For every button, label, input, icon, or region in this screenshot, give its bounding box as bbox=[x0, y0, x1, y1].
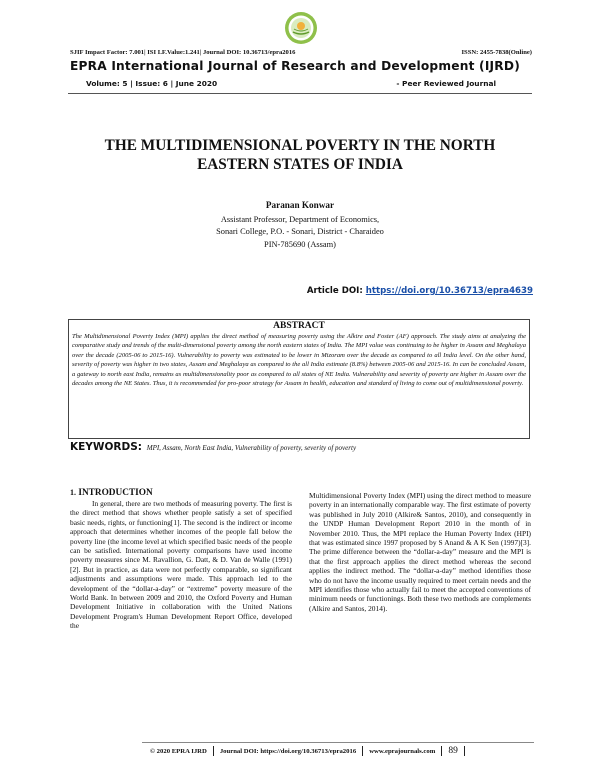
volume-issue: Volume: 5 | Issue: 6 | June 2020 bbox=[86, 79, 218, 88]
header-divider bbox=[68, 93, 532, 94]
journal-name: EPRA International Journal of Research and Development (IJRD) bbox=[70, 59, 520, 73]
doi-label: Article DOI: bbox=[306, 286, 363, 296]
footer-divider bbox=[142, 742, 534, 743]
impact-factor: SJIF Impact Factor: 7.001| ISI I.F.Value:1.241| Journal DOI: 10.36713/epra2016 bbox=[70, 49, 296, 56]
intro-paragraph-right: Multidimensional Poverty Index (MPI) using the direct method to measure poverty in an internationally comparable way. The first estimate of poverty was published in July 2010 (Alkire& Santos, 2010), and consequently in the UNDP Human Development Report 2010 in the month of in November 2010. Thus, the MPI replace the Human Poverty Index (HPI) that was estimated since 1997 proposed by S Anand & A K Sen (1997)[3]. The prime difference between the “dollar-a-day” measure and the MPI is that the first approach applies the direct method whereas the second applies the indirect method. The “dollar-a-day” method identifies those who do not have the income usually required to meet certain needs and the MPI identifies those who actually fail to meet the accepted conventions of minimum needs or functionings. Both these two methods are complements (Alkire and Santos, 2014). bbox=[309, 491, 531, 613]
article-doi bbox=[300, 286, 533, 296]
author-block bbox=[150, 199, 450, 251]
footer-doi: Journal DOI: https://doi.org/10.36713/epra2016 bbox=[219, 747, 357, 755]
issn: ISSN: 2455-7838(Online) bbox=[461, 49, 532, 56]
issue-line bbox=[86, 79, 496, 88]
keywords-line bbox=[70, 441, 532, 453]
section-number: 1. bbox=[70, 488, 76, 497]
paper-title-line2: EASTERN STATES OF INDIA bbox=[197, 156, 403, 173]
footer-separator bbox=[464, 746, 465, 756]
page-number: 89 bbox=[448, 746, 458, 756]
epra-seal-icon bbox=[283, 10, 319, 46]
footer-separator bbox=[441, 746, 442, 756]
review-status: - Peer Reviewed Journal bbox=[396, 79, 496, 88]
footer-separator bbox=[362, 746, 363, 756]
abstract-heading: ABSTRACT bbox=[273, 321, 325, 331]
paper-title bbox=[50, 136, 550, 174]
section-title: INTRODUCTION bbox=[78, 488, 153, 498]
journal-meta-line bbox=[70, 49, 532, 56]
footer-website[interactable]: www.eprajournals.com bbox=[369, 747, 436, 755]
abstract-box bbox=[68, 319, 530, 439]
intro-column-right bbox=[309, 491, 531, 613]
footer-copyright: © 2020 EPRA IJRD bbox=[150, 747, 207, 755]
affiliation-line1: Assistant Professor, Department of Economics, bbox=[220, 214, 380, 224]
footer-separator bbox=[213, 746, 214, 756]
doi-link[interactable]: https://doi.org/10.36713/epra4639 bbox=[365, 286, 533, 296]
keywords-text: MPI, Assam, North East India, Vulnerability of poverty, severity of poverty bbox=[146, 444, 357, 452]
abstract-text: The Multidimensional Poverty Index (MPI) applies the direct method of measuring poverty using the Alkire and Foster (AF) approach. The study aims at analyzing the comparative study and trends of the multi-dimensional poverty among the north eastern states of India. The MPI value was continuing to be higher in Assam and Meghalaya over the decade (2005-06 to 2015-16). Vulnerability to poverty was estimated to be lower in Mizoram over the decade as compared to all India level. On the other hand, severity of poverty was higher in two states, Assam and Meghalaya as compared to the all India estimate (8.8%) between 2005-06 and 2015-16. In can be concluded Assam, a gateway to north east India, remains as multidimensionality poor as compared to all states of NE India. Vulnerability and severity of poverty are higher in Assam over the decades among the NE States. Thus, it is recommended for pro-poor strategy for Assam in health, education and standard of living to come out of multidimensional poverty. bbox=[72, 333, 526, 388]
intro-column-left bbox=[70, 487, 292, 631]
page-footer bbox=[150, 746, 545, 756]
section-heading bbox=[70, 487, 292, 499]
affiliation-line2: Sonari College, P.O. - Sonari, District - Charaideo bbox=[216, 227, 384, 236]
affiliation-line3: PIN-785690 (Assam) bbox=[264, 239, 336, 249]
author-name: Paranan Konwar bbox=[265, 200, 335, 210]
paper-title-line1: THE MULTIDIMENSIONAL POVERTY IN THE NORTH bbox=[104, 137, 496, 154]
intro-paragraph-left: In general, there are two methods of measuring poverty. The first is the direct method that shows whether people satisfy a set of specified basic needs, rights, or functioning[1]. The second is the indirect or income approach that determines whether incomes of the people fall below the poverty line (the income level at which specified basic needs of the people can be satisfied. International poverty comparisons have used income poverty measures since M. Ravallion, G. Datt, & D. Van de Walle (1991)[2]. But in practice, as data were not perfectly comparable, so significant adjustments and assumptions were made. This approach led to the development of the “dollar-a-day” or “extreme” poverty measure of the World Bank. In between 2009 and 2010, the Oxford Poverty and Human Development Initiative in collaboration with the United Nations Development Program's Human Development Report Office, developed the bbox=[70, 499, 292, 631]
keywords-label: KEYWORDS: bbox=[70, 441, 142, 453]
